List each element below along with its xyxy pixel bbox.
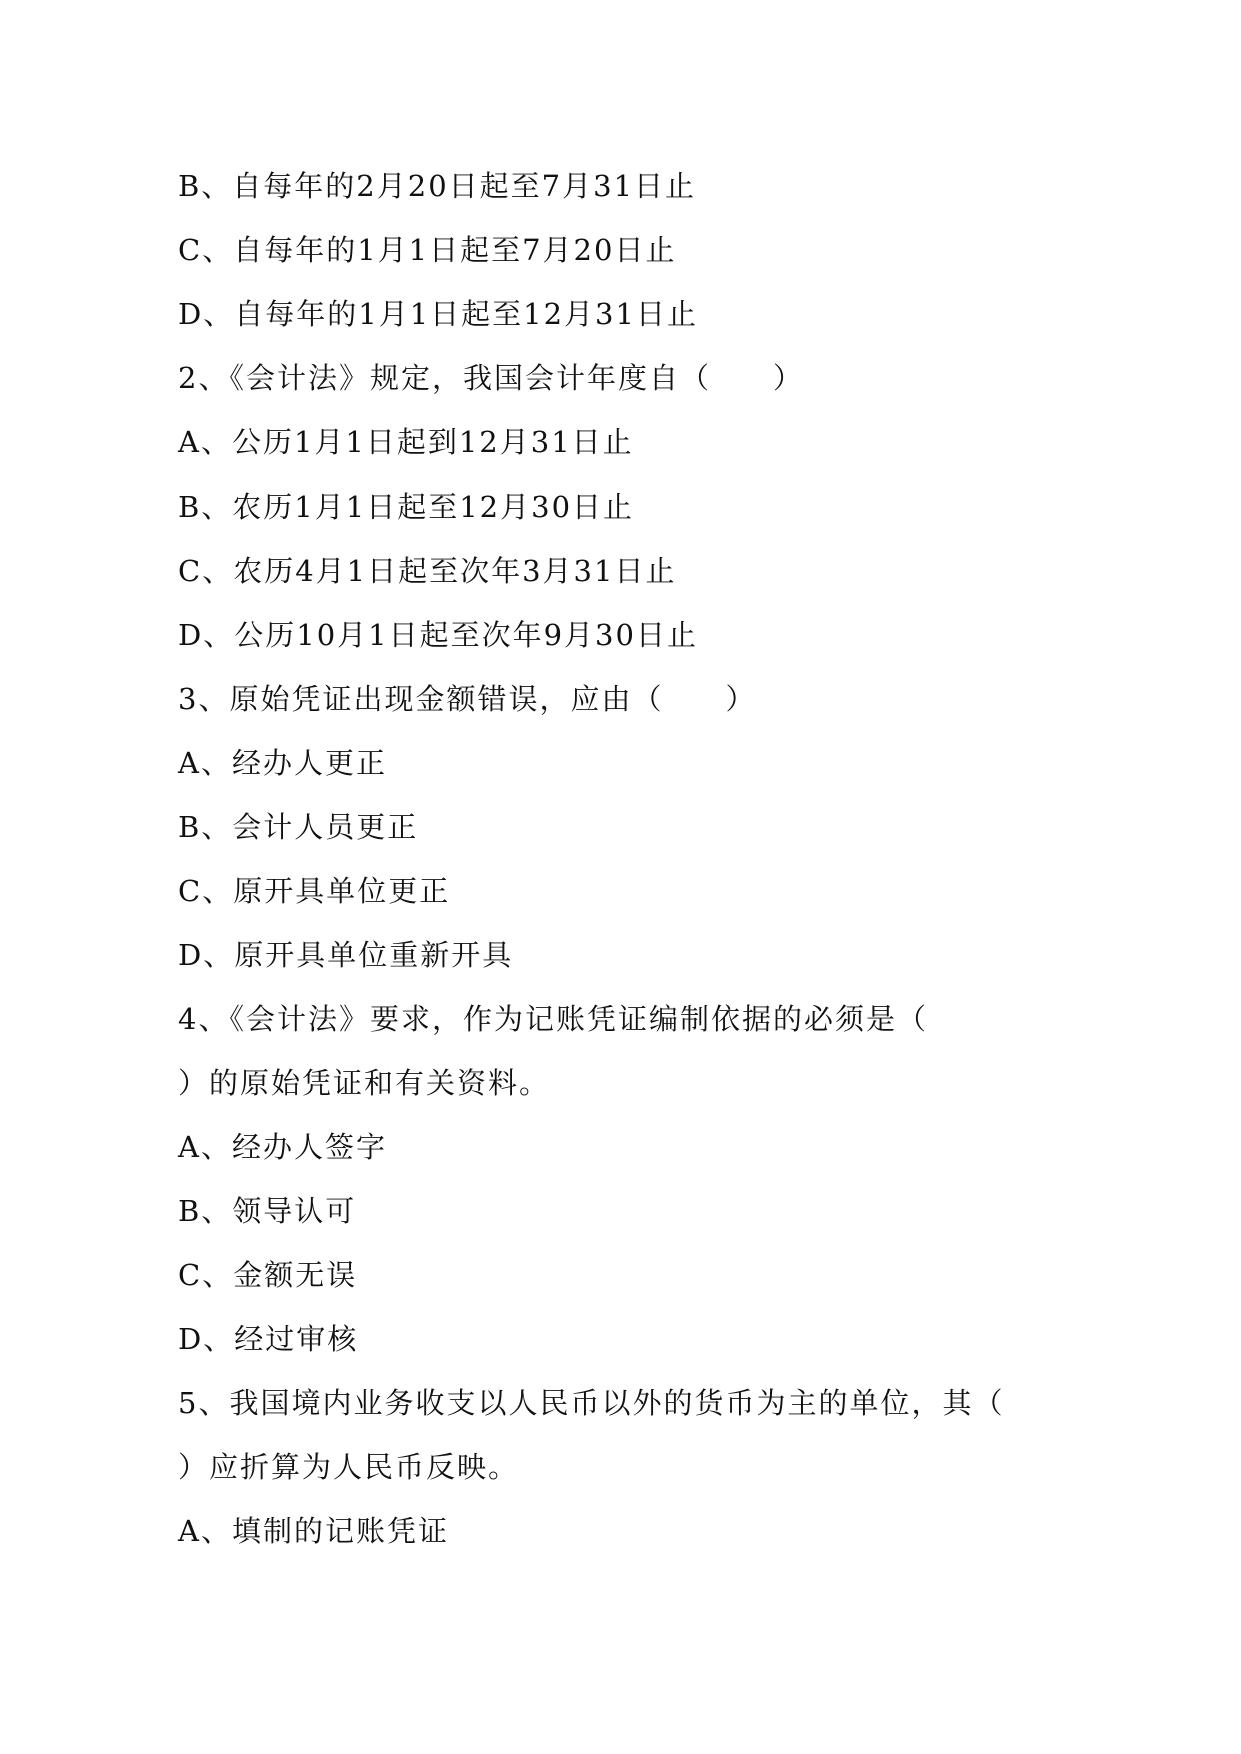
question-5-option-a: A、填制的记账凭证 [178, 1514, 449, 1548]
question-2-option-d: D、公历10月1日起至次年9月30日止 [178, 618, 698, 652]
question-4-text-line-1: 4、《会计法》要求，作为记账凭证编制依据的必须是（ [178, 1002, 928, 1036]
option-b-text: B、自每年的2月20日起至7月31日止 [178, 169, 697, 203]
question-4-text-line-2: ）的原始凭证和有关资料。 [178, 1066, 551, 1100]
question-3-option-c: C、原开具单位更正 [178, 874, 451, 908]
question-2-option-a: A、公历1月1日起到12月31日止 [178, 425, 634, 459]
question-3-option-d: D、原开具单位重新开具 [178, 938, 514, 972]
question-4-option-a: A、经办人签字 [178, 1130, 387, 1164]
question-3-text: 3、原始凭证出现金额错误，应由（ ） [178, 682, 757, 716]
question-5-text-line-2: ）应折算为人民币反映。 [178, 1450, 520, 1484]
question-2-option-b: B、农历1月1日起至12月30日止 [178, 490, 635, 524]
question-2-text: 2、《会计法》规定，我国会计年度自（ ） [178, 361, 804, 395]
question-3-option-b: B、会计人员更正 [178, 810, 419, 844]
question-4-option-d: D、经过审核 [178, 1322, 359, 1356]
question-4-option-c: C、金额无误 [178, 1258, 358, 1292]
question-2-option-c: C、农历4月1日起至次年3月31日止 [178, 554, 677, 588]
option-c-text: C、自每年的1月1日起至7月20日止 [178, 233, 677, 267]
option-d-text: D、自每年的1月1日起至12月31日止 [178, 297, 698, 331]
question-4-option-b: B、领导认可 [178, 1194, 357, 1228]
question-5-text-line-1: 5、我国境内业务收支以人民币以外的货币为主的单位，其（ [178, 1386, 1005, 1420]
question-3-option-a: A、经办人更正 [178, 746, 387, 780]
